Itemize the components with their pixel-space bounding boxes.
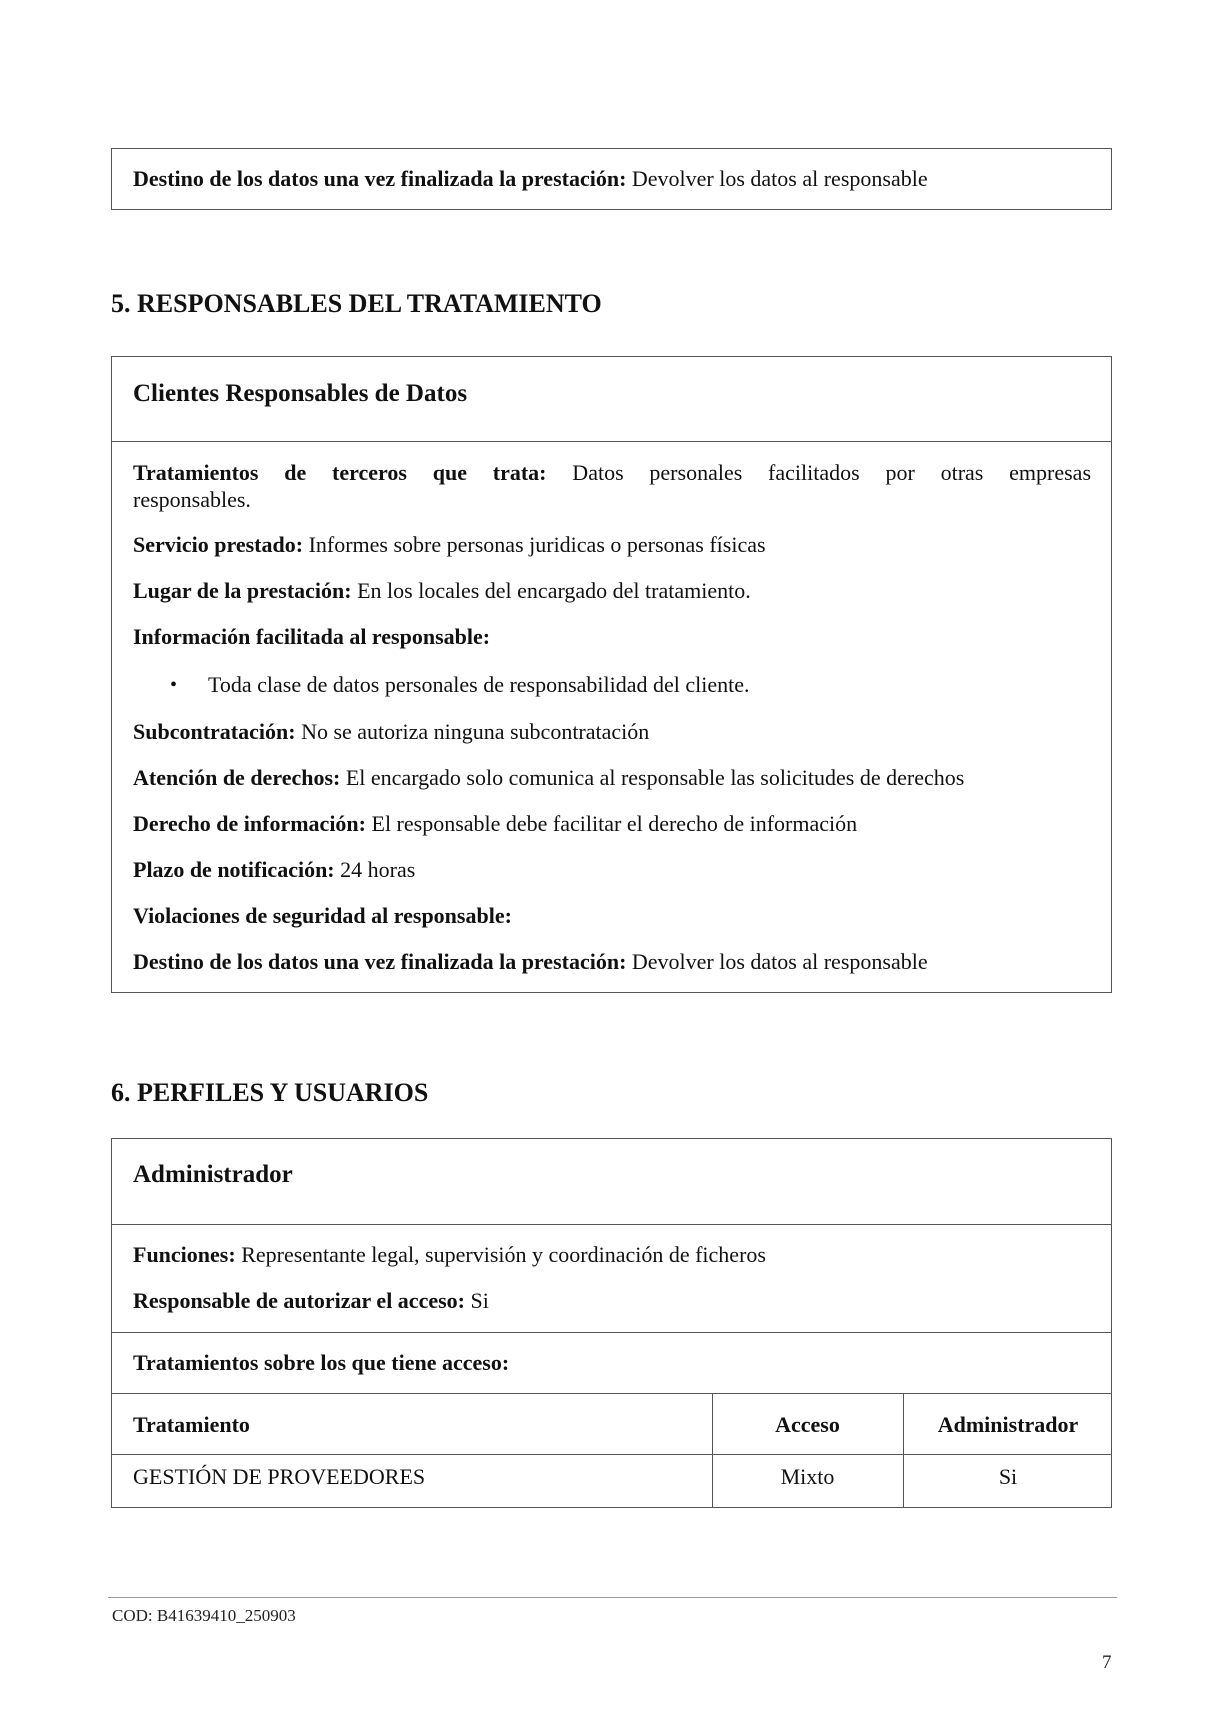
field-label: Destino de los datos una vez finalizada la prestación: <box>133 949 627 974</box>
box-divider <box>111 1332 1112 1333</box>
field-label: Servicio prestado: <box>133 532 304 557</box>
field-label: Tratamientos de terceros que trata: <box>133 460 547 485</box>
field-value: El responsable debe facilitar el derecho de información <box>366 811 858 836</box>
field-value: Devolver los datos al responsable <box>626 166 928 191</box>
plazo-notificacion-field <box>133 857 415 883</box>
subcontratacion-field <box>133 719 649 745</box>
table-header-tratamiento <box>133 1412 250 1438</box>
table-cell-tratamiento: GESTIÓN DE PROVEEDORES <box>133 1464 426 1489</box>
table-header-administrador <box>903 1412 1113 1438</box>
section-heading-5: 5. RESPONSABLES DEL TRATAMIENTO <box>111 289 602 318</box>
field-label: Destino de los datos una vez finalizada la prestación: <box>133 166 627 191</box>
table-top-border <box>111 1393 1112 1394</box>
field-value: Representante legal, supervisión y coordinación de ficheros <box>235 1242 766 1267</box>
field-value: Devolver los datos al responsable <box>626 949 928 974</box>
bullet-item: Toda clase de datos personales de responsabilidad del cliente. <box>208 672 750 697</box>
field-label: Atención de derechos: <box>133 765 341 790</box>
destino-field <box>133 166 928 192</box>
field-label: Subcontratación: <box>133 719 296 744</box>
field-label: Responsable de autorizar el acceso: <box>133 1288 465 1313</box>
lugar-field <box>133 578 751 604</box>
box-divider <box>111 1224 1112 1225</box>
header-label: Tratamiento <box>133 1412 250 1437</box>
document-code: COD: B41639410_250903 <box>112 1606 296 1625</box>
derecho-informacion-field <box>133 811 857 837</box>
field-label: Tratamientos sobre los que tiene acceso: <box>133 1350 510 1375</box>
field-value: En los locales del encargado del tratamiento. <box>351 578 751 603</box>
atencion-derechos-field <box>133 765 964 791</box>
field-value: 24 horas <box>334 857 416 882</box>
header-label: Acceso <box>775 1412 840 1437</box>
autorizar-acceso-field <box>133 1288 489 1314</box>
field-value: El encargado solo comunica al responsable las solicitudes de derechos <box>340 765 965 790</box>
header-label: Administrador <box>937 1412 1079 1437</box>
servicio-field <box>133 532 766 558</box>
destino-field <box>133 949 928 975</box>
box-title: Clientes Responsables de Datos <box>133 380 468 407</box>
field-value: Si <box>465 1288 489 1313</box>
box-title: Administrador <box>133 1161 293 1188</box>
table-cell-administrador: Si <box>998 1464 1018 1489</box>
section-heading-6: 6. PERFILES Y USUARIOS <box>111 1078 429 1107</box>
bullet-icon: • <box>170 674 178 696</box>
field-value: Informes sobre personas juridicas o personas físicas <box>303 532 766 557</box>
violaciones-field <box>133 903 512 929</box>
field-value: Datos personales facilitados por otras empresas responsables. <box>133 460 1091 512</box>
field-label: Violaciones de seguridad al responsable: <box>133 903 512 928</box>
field-label: Derecho de información: <box>133 811 366 836</box>
field-label: Funciones: <box>133 1242 236 1267</box>
field-label: Plazo de notificación: <box>133 857 335 882</box>
tratamientos-field <box>133 459 1091 513</box>
field-label: Información facilitada al responsable: <box>133 624 491 649</box>
page-number: 7 <box>1102 1652 1112 1673</box>
box-divider <box>111 441 1112 442</box>
field-label: Lugar de la prestación: <box>133 578 352 603</box>
table-header-acceso <box>712 1412 903 1438</box>
informacion-field <box>133 624 490 650</box>
footer-divider <box>108 1597 1117 1598</box>
row-divider <box>111 1454 1112 1455</box>
administrador-box <box>111 1138 1112 1508</box>
access-label <box>133 1350 509 1376</box>
funciones-field <box>133 1242 766 1268</box>
field-value: No se autoriza ninguna subcontratación <box>295 719 650 744</box>
table-cell-acceso: Mixto <box>780 1464 835 1489</box>
